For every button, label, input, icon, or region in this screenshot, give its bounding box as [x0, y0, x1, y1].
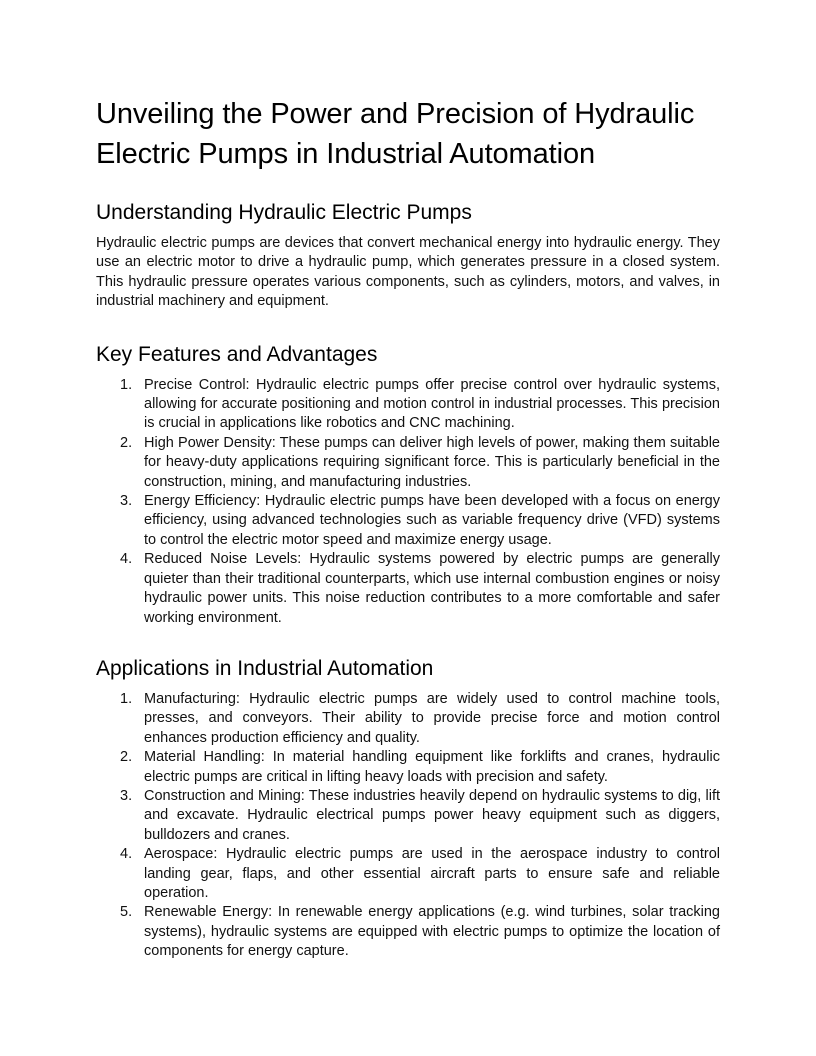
list-item [120, 903, 720, 961]
list-item-text: Precise Control: Hydraulic electric pumps offer precise control over hydraulic systems, allowing for accurate positioning and motion control in industrial processes. This precision is crucial in applications like robotics and CNC machining. [144, 376, 720, 432]
list-number: 2. [120, 434, 133, 451]
section-key-features [96, 342, 720, 628]
list-item-text: Energy Efficiency: Hydraulic electric pumps have been developed with a focus on energy efficiency, using advanced technologies such as variable frequency drive (VFD) systems to control the electric motor speed and maximize energy usage. [144, 493, 720, 548]
features-list [96, 376, 720, 628]
list-number: 5. [120, 904, 133, 921]
document-title: Unveiling the Power and Precision of Hydraulic Electric Pumps in Industrial Automation [96, 98, 695, 170]
list-item [120, 550, 720, 628]
list-number: 3. [120, 787, 133, 804]
list-item [120, 376, 720, 434]
list-item [120, 434, 720, 492]
list-item-text: Reduced Noise Levels: Hydraulic systems powered by electric pumps are generally quieter than their traditional counterparts, which use internal combustion engines or noisy hydraulic power units. This noise reduction contributes to a more comfortable and safer working environment. [144, 551, 720, 626]
list-item-text: Manufacturing: Hydraulic electric pumps are widely used to control machine tools, presses, and conveyors. Their ability to provide precise force and motion control enhances production efficiency and quality. [144, 690, 720, 746]
list-item [120, 492, 720, 550]
list-item-text: High Power Density: These pumps can deliver high levels of power, making them suitable for heavy-duty applications requiring significant force. This is particularly beneficial in the construction, mining, and manufacturing industries. [144, 434, 720, 490]
section-understanding [96, 200, 720, 312]
list-number: 1. [120, 690, 133, 707]
list-item-text: Aerospace: Hydraulic electric pumps are used in the aerospace industry to control landing gear, flaps, and other essential aircraft parts to ensure safe and reliable operation. [144, 846, 720, 901]
list-item-text: Material Handling: In material handling equipment like forklifts and cranes, hydraulic electric pumps are critical in lifting heavy loads with precision and safety. [144, 749, 720, 785]
section-applications [96, 656, 720, 962]
list-number: 2. [120, 749, 133, 766]
section-heading: Applications in Industrial Automation [96, 656, 434, 680]
list-number: 1. [120, 376, 133, 393]
section-paragraph: Hydraulic electric pumps are devices that convert mechanical energy into hydraulic energy. They use an electric motor to drive a hydraulic pump, which generates pressure in a closed system. This hydraulic pressure operates various components, such as cylinders, motors, and valves, in industrial machinery and equipment. [96, 235, 720, 310]
list-item-text: Renewable Energy: In renewable energy applications (e.g. wind turbines, solar tracking systems), hydraulic systems are equipped with electric pumps to optimize the location of components for energy capture. [144, 904, 720, 960]
list-number: 4. [120, 846, 133, 863]
list-item-text: Construction and Mining: These industries heavily depend on hydraulic systems to dig, lift and excavate. Hydraulic electrical pumps power heavy equipment such as diggers, bulldozers and cranes. [144, 787, 720, 843]
list-number: 3. [120, 493, 133, 510]
document-page [96, 94, 720, 962]
list-item [120, 690, 720, 748]
list-item [120, 845, 720, 903]
section-heading: Understanding Hydraulic Electric Pumps [96, 201, 472, 224]
section-heading: Key Features and Advantages [96, 342, 378, 366]
list-number: 4. [120, 551, 133, 568]
applications-list [96, 690, 720, 962]
list-item [120, 787, 720, 845]
list-item [120, 748, 720, 787]
